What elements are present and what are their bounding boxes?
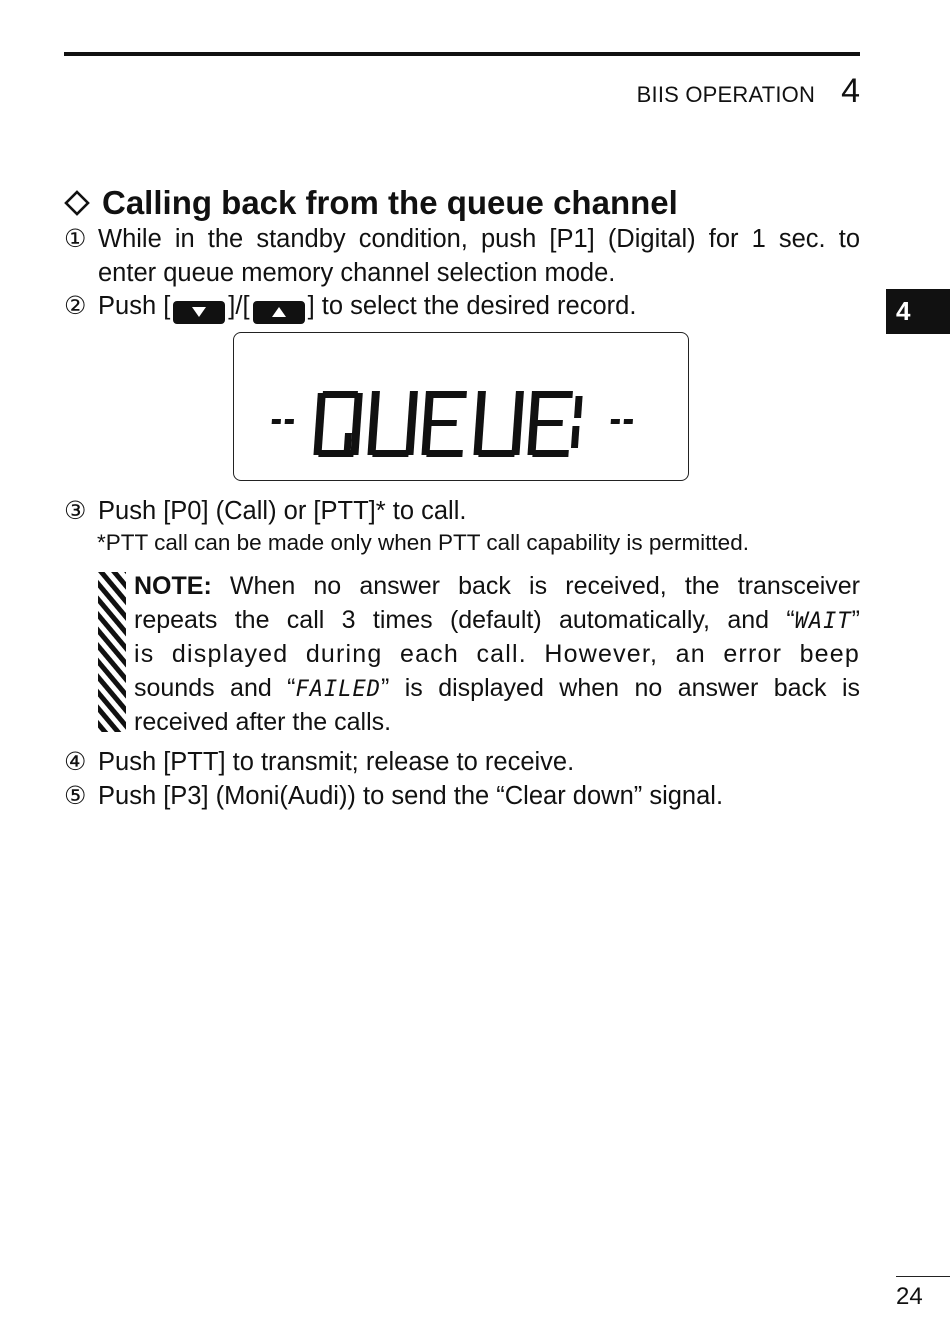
lcd-segments <box>234 333 690 482</box>
section-number: 4 <box>841 72 860 110</box>
step-4 <box>64 746 860 780</box>
step-5-text: Push [P3] (Moni(Audi)) to send the “Clear down” signal. <box>98 782 724 810</box>
note-text: ” <box>851 605 860 634</box>
step-5 <box>64 780 860 814</box>
step-2-text-pre: Push [ <box>98 292 171 320</box>
step-marker: ④ <box>64 748 87 776</box>
step-3-text: Push [P0] (Call) or [PTT]* to call. <box>98 497 467 525</box>
note-text: is displayed during each call. However, an error beep <box>134 640 860 668</box>
lcd-display <box>233 332 689 481</box>
lcd-wait-text: WAIT <box>794 608 852 634</box>
diamond-outline-icon <box>64 190 90 216</box>
step-2-text-mid: ]/[ <box>228 292 250 320</box>
step-2 <box>64 290 860 324</box>
step-1-text: While in the standby condition, push [P1] (Digital) for 1 sec. to <box>98 225 860 253</box>
up-arrow-key-icon <box>253 301 305 324</box>
step-4-text: Push [PTT] to transmit; release to receive. <box>98 748 575 776</box>
step-marker: ① <box>64 225 87 253</box>
note-text: ” is displayed when no answer back is <box>381 673 861 702</box>
chapter-tab: 4 <box>886 289 950 334</box>
note-text: repeats the call 3 times (default) automatically, and “ <box>134 605 795 634</box>
footer-rule <box>896 1276 950 1277</box>
section-heading <box>64 184 678 222</box>
section-label: BIIS OPERATION <box>636 82 816 107</box>
step-1 <box>64 223 860 290</box>
ptt-footnote: *PTT call can be made only when PTT call capability is permitted. <box>97 530 749 555</box>
note-label: NOTE: <box>134 572 212 600</box>
heading-text: Calling back from the queue channel <box>102 184 678 221</box>
down-arrow-key-icon <box>173 301 225 324</box>
section-header <box>637 72 860 111</box>
step-2-text-post: ] to select the desired record. <box>307 292 637 320</box>
step-marker: ⑤ <box>64 782 87 810</box>
step-1-text-continued: enter queue memory channel selection mode. <box>98 258 616 287</box>
step-marker: ③ <box>64 497 87 525</box>
step-3 <box>64 495 860 529</box>
note-stripe-icon <box>98 572 126 732</box>
note-text: received after the calls. <box>134 708 392 736</box>
note-text: When no answer back is received, the transceiver <box>211 572 860 600</box>
step-marker: ② <box>64 292 87 320</box>
note-block <box>134 570 860 740</box>
page-number: 24 <box>896 1283 923 1310</box>
lcd-failed-text: FAILED <box>295 676 381 702</box>
top-rule <box>64 52 860 56</box>
note-text: sounds and “ <box>134 673 296 702</box>
